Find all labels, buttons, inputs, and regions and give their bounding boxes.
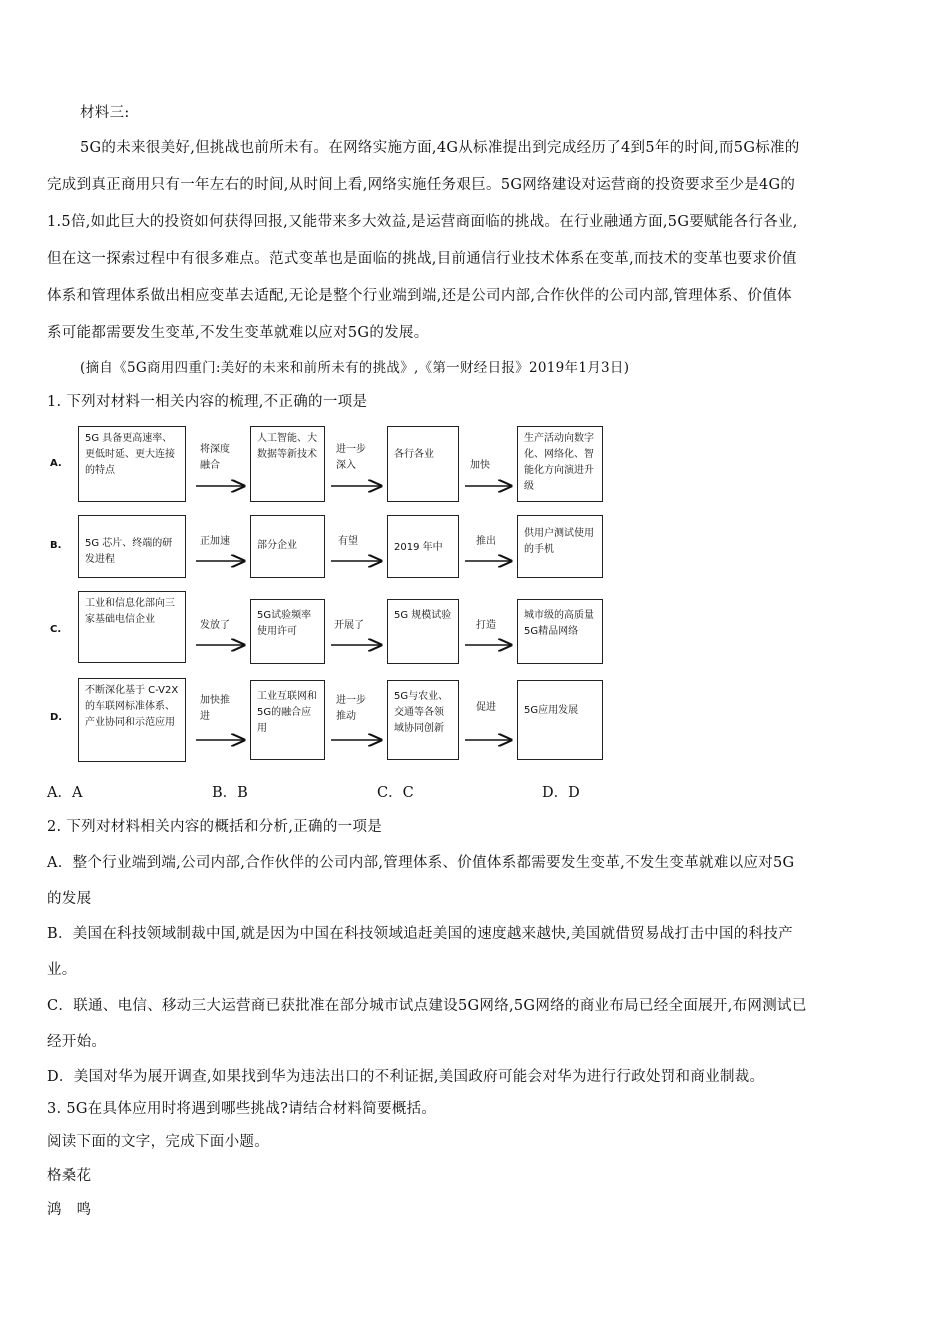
q2-option-a[interactable]: A．整个行业端到端,公司内部,合作伙伴的公司内部,管理体系、价值体系都需要发生变革,不发生变革就难以应对5G: [47, 855, 795, 871]
row-a-box-3: 各行各业: [387, 426, 459, 502]
passage-line: 1.5倍,如此巨大的投资如何获得回报,又能带来多大效益,是运营商面临的挑战。在行业融通方面,5G要赋能各行各业,: [47, 214, 798, 230]
q2-option-d[interactable]: D．美国对华为展开调查,如果找到华为违法出口的不利证据,美国政府可能会对华为进行行政处罚和商业制裁。: [47, 1069, 765, 1085]
q2-stem: 2. 下列对材料相关内容的概括和分析,正确的一项是: [47, 819, 383, 835]
q2-option-c-cont: 经开始。: [47, 1034, 107, 1050]
reading-instruction: 阅读下面的文字，完成下面小题。: [47, 1134, 269, 1150]
q2-option-a-cont: 的发展: [47, 891, 92, 907]
row-d-arrow-2-label: 进一步推动: [336, 695, 366, 722]
row-c-box-2: 5G试验频率使用许可: [250, 599, 325, 664]
row-a-box-1: 5G 具备更高速率、更低时延、更大连接的特点: [78, 426, 186, 502]
row-b-box-3: 2019 年中: [387, 515, 459, 578]
passage-line: 系可能都需要发生变革,不发生变革就难以应对5G的发展。: [47, 325, 429, 341]
q2-option-b-cont: 业。: [47, 962, 77, 978]
row-d-box-1: 不断深化基于 C-V2X 的车联网标准体系、产业协同和示范应用: [78, 678, 186, 762]
q1-option-a[interactable]: A．A: [47, 785, 83, 801]
passage-heading: 材料三:: [80, 105, 130, 121]
row-d-arrow-1-label: 加快推进: [200, 695, 230, 722]
row-c-arrow-2-label: 开展了: [334, 620, 364, 631]
reading-title: 格桑花: [47, 1168, 92, 1184]
row-a-arrow-3-label: 加快: [470, 460, 490, 471]
row-a-box-4: 生产活动向数字化、网络化、智能化方向演进升级: [517, 426, 603, 502]
passage-line: 但在这一探索过程中有很多难点。范式变革也是面临的挑战,目前通信行业技术体系在变革,而技术的变革也要求价值: [47, 251, 797, 267]
row-a-arrow-1-label: 将深度融合: [200, 444, 230, 471]
row-c-box-1: 工业和信息化部向三家基础电信企业: [78, 591, 186, 663]
passage-line: 5G的未来很美好,但挑战也前所未有。在网络实施方面,4G从标准提出到完成经历了4到5年的时间,而5G标准的: [80, 140, 800, 156]
reading-author: 鸿 鸣: [47, 1202, 92, 1218]
row-d-arrow-3-label: 促进: [476, 702, 496, 713]
row-c-box-4: 城市级的高质量5G精品网络: [517, 599, 603, 664]
row-b-label: B.: [50, 540, 62, 551]
row-b-box-2: 部分企业: [250, 515, 325, 578]
row-b-arrow-3-label: 推出: [476, 536, 496, 547]
row-b-arrow-2-label: 有望: [338, 536, 358, 547]
row-a-box-2: 人工智能、大数据等新技术: [250, 426, 325, 502]
q1-option-c[interactable]: C．C: [377, 785, 414, 801]
row-c-label: C.: [50, 624, 62, 635]
row-c-arrow-1-label: 发放了: [200, 620, 230, 631]
row-c-arrow-3-label: 打造: [476, 620, 496, 631]
q2-option-c[interactable]: C．联通、电信、移动三大运营商已获批准在部分城市试点建设5G网络,5G网络的商业布局已经全面展开,布网测试已: [47, 998, 807, 1014]
row-b-box-1: 5G 芯片、终端的研发进程: [78, 515, 186, 578]
q1-stem: 1. 下列对材料一相关内容的梳理,不正确的一项是: [47, 394, 368, 410]
row-b-box-4: 供用户测试使用的手机: [517, 515, 603, 578]
q1-option-b[interactable]: B．B: [212, 785, 248, 801]
row-c-box-3: 5G 规模试验: [387, 599, 459, 664]
passage-line: 完成到真正商用只有一年左右的时间,从时间上看,网络实施任务艰巨。5G网络建设对运营商的投资要求至少是4G的: [47, 177, 796, 193]
q1-option-d[interactable]: D．D: [542, 785, 580, 801]
row-d-box-4: 5G应用发展: [517, 680, 603, 760]
row-d-label: D.: [50, 712, 63, 723]
row-a-arrow-2-label: 进一步深入: [336, 444, 366, 471]
q2-option-b[interactable]: B．美国在科技领域制裁中国,就是因为中国在科技领域追赶美国的速度越来越快,美国就借贸易战打击中国的科技产: [47, 926, 793, 942]
q3-stem: 3. 5G在具体应用时将遇到哪些挑战?请结合材料简要概括。: [47, 1101, 437, 1117]
row-a-label: A.: [50, 458, 62, 469]
row-d-box-3: 5G与农业、交通等各领域协同创新: [387, 680, 459, 760]
row-b-arrow-1-label: 正加速: [200, 536, 230, 547]
passage-line: 体系和管理体系做出相应变革去适配,无论是整个行业端到端,还是公司内部,合作伙伴的公司内部,管理体系、价值体: [47, 288, 792, 304]
row-d-box-2: 工业互联网和5G的融合应用: [250, 680, 325, 760]
passage-source: (摘自《5G商用四重门:美好的未来和前所未有的挑战》,《第一财经日报》2019年1月3日): [80, 360, 630, 376]
